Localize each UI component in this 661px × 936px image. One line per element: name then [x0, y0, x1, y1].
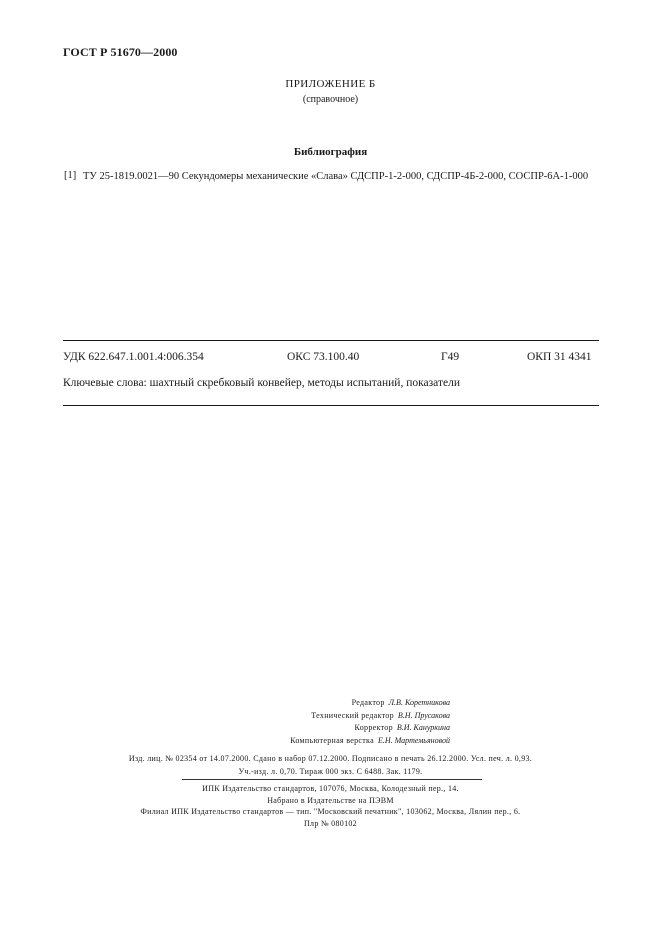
okp-code: ОКП 31 4341 [527, 351, 592, 363]
bibliography-title: Библиография [293, 146, 368, 158]
publisher-line-3: Филиал ИПК Издательство стандартов — тип. "Московский печатник", 103062, Москва, Лялин пер., 6. [140, 807, 521, 816]
credit-corrector: Корректор В.И. Кануркина [354, 723, 450, 732]
publisher-line-1: ИПК Издательство стандартов, 107076, Москва, Колодезный пер., 14. [202, 784, 459, 793]
publisher-line-4: Плр № 080102 [303, 818, 357, 828]
print-info [0, 753, 661, 778]
standard-header: ГОСТ Р 51670—2000 [63, 45, 178, 59]
credit-editor: Редактор Л.В. Коретникова [351, 698, 450, 707]
udk-code: УДК 622.647.1.001.4:006.354 [63, 351, 204, 363]
bottom-divider [63, 405, 599, 406]
top-divider [63, 340, 599, 341]
bibliography-entry-text: ТУ 25-1819.0021—90 Секундомеры механические «Слава» СДСПР-1-2-000, СДСПР-4Б-2-000, СОСПР-6А-1-000 [83, 171, 589, 182]
credit-layout: Компьютерная верстка Е.Н. Мартемьяновой [290, 735, 450, 745]
keywords: Ключевые слова: шахтный скребковый конвейер, методы испытаний, показатели [63, 377, 461, 389]
publisher-info [0, 783, 661, 829]
oks-code: ОКС 73.100.40 [287, 351, 360, 363]
print-info-line-1: Изд. лиц. № 02354 от 14.07.2000. Сдано в набор 07.12.2000. Подписано в печать 26.12.2000. Усл. печ. л. 0,93. [128, 754, 533, 763]
print-divider [182, 779, 482, 780]
publisher-line-2: Набрано в Издательстве на ПЭВМ [267, 795, 394, 805]
appendix-subtitle: (справочное) [302, 94, 359, 105]
print-info-line-2: Уч.-изд. л. 0,70. Тираж 000 экз. С 6488. Зак. 1179. [238, 766, 423, 776]
credit-tech-editor: Технический редактор В.Н. Прусакова [311, 710, 450, 720]
appendix-title: ПРИЛОЖЕНИЕ Б [285, 78, 376, 90]
group-code: Г49 [441, 351, 460, 363]
credits-block [200, 697, 450, 747]
bibliography-entry-number: [1] [64, 170, 77, 181]
